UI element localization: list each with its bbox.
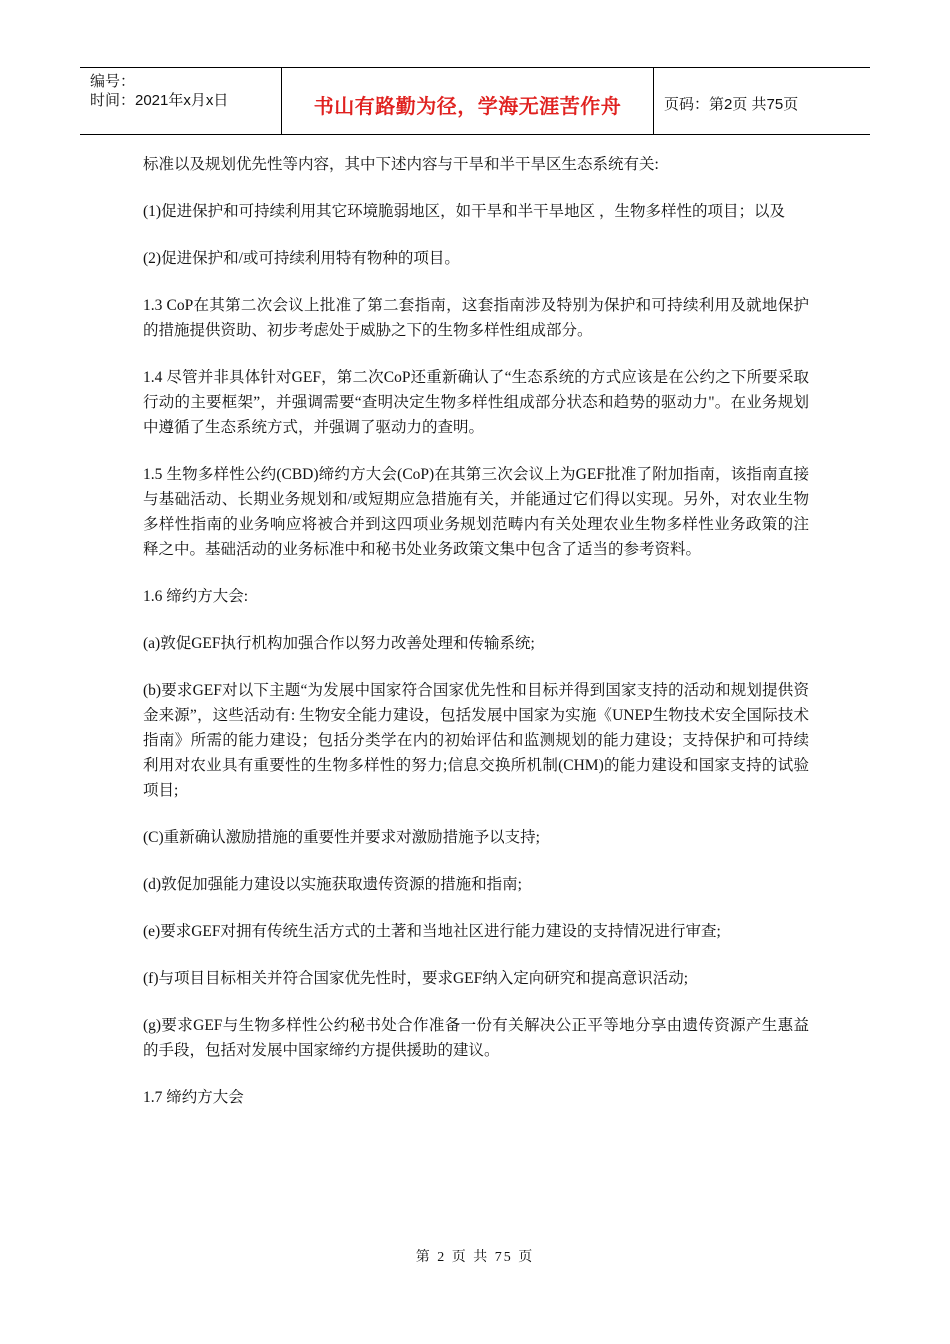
paragraph: (f)与项目目标相关并符合国家优先性时，要求GEF纳入定向研究和提高意识活动; <box>143 970 689 987</box>
paragraph: (e)要求GEF对拥有传统生活方式的土著和当地社区进行能力建设的支持情况进行审查; <box>143 923 721 940</box>
paragraph: (C)重新确认激励措施的重要性并要求对激励措施予以支持; <box>143 829 540 846</box>
page-footer: 第 2 页 共 75 页 <box>415 1250 535 1265</box>
document-date-label: 时间：2021年x月x日 <box>90 92 229 109</box>
paragraph: 1.7 缔约方大会 <box>143 1089 244 1106</box>
header-page-info: 页码：第2页 共75页 <box>664 95 799 113</box>
document-body <box>143 152 809 1132</box>
paragraph: (1)促进保护和可持续利用其它环境脆弱地区，如干旱和半干旱地区 ，生物多样性的项目；以及 <box>143 203 785 220</box>
paragraph: 标准以及规划优先性等内容，其中下述内容与干旱和半干旱区生态系统有关: <box>143 156 659 173</box>
paragraph: (a)敦促GEF执行机构加强合作以努力改善处理和传输系统; <box>143 635 535 652</box>
document-number-label: 编号： <box>90 73 136 90</box>
paragraph: (b)要求GEF对以下主题“为发展中国家符合国家优先性和目标并得到国家支持的活动和规划提供资金来源”，这些活动有: 生物安全能力建设，包括发展中国家为实施《UNEP生物技术安全国际技术指南》所需的能力建设；包括分类学在内的初始评估和监测规划的能力建设；支持保护和可持续利用对农业具有重要性的生物多样性的努力;信息交换所机制(CHM)的能力建设和国家支持的试验项目; <box>143 682 809 799</box>
paragraph: 1.5 生物多样性公约(CBD)缔约方大会(CoP)在其第三次会议上为GEF批准了附加指南，该指南直接与基础活动、长期业务规划和/或短期应急措施有关，并能通过它们得以实现。另外，对农业生物多样性指南的业务响应将被合并到这四项业务规划范畴内有关处理农业生物多样性业务政策的注释之中。基础活动的业务标准中和秘书处业务政策文集中包含了适当的参考资料。 <box>143 466 809 558</box>
paragraph: (g)要求GEF与生物多样性公约秘书处合作准备一份有关解决公正平等地分享由遗传资源产生惠益的手段，包括对发展中国家缔约方提供援助的建议。 <box>143 1017 809 1059</box>
page-header <box>80 67 870 135</box>
header-meta-cell <box>80 68 282 134</box>
paragraph: 1.3 CoP在其第二次会议上批准了第二套指南，这套指南涉及特别为保护和可持续利用及就地保护的措施提供资助、初步考虑处于威胁之下的生物多样性组成部分。 <box>143 297 809 339</box>
header-motto-cell <box>282 68 654 134</box>
header-page-cell <box>654 68 870 134</box>
paragraph: 1.6 缔约方大会: <box>143 588 249 605</box>
paragraph: (2)促进保护和/或可持续利用特有物种的项目。 <box>143 250 460 267</box>
paragraph: (d)敦促加强能力建设以实施获取遗传资源的措施和指南; <box>143 876 522 893</box>
header-motto: 书山有路勤为径，学海无涯苦作舟 <box>313 93 622 118</box>
paragraph: 1.4 尽管并非具体针对GEF，第二次CoP还重新确认了“生态系统的方式应该是在公约之下所要采取行动的主要框架”，并强调需要“查明决定生物多样性组成部分状态和趋势的驱动力"。在业务规划中遵循了生态系统方式，并强调了驱动力的查明。 <box>143 369 809 436</box>
